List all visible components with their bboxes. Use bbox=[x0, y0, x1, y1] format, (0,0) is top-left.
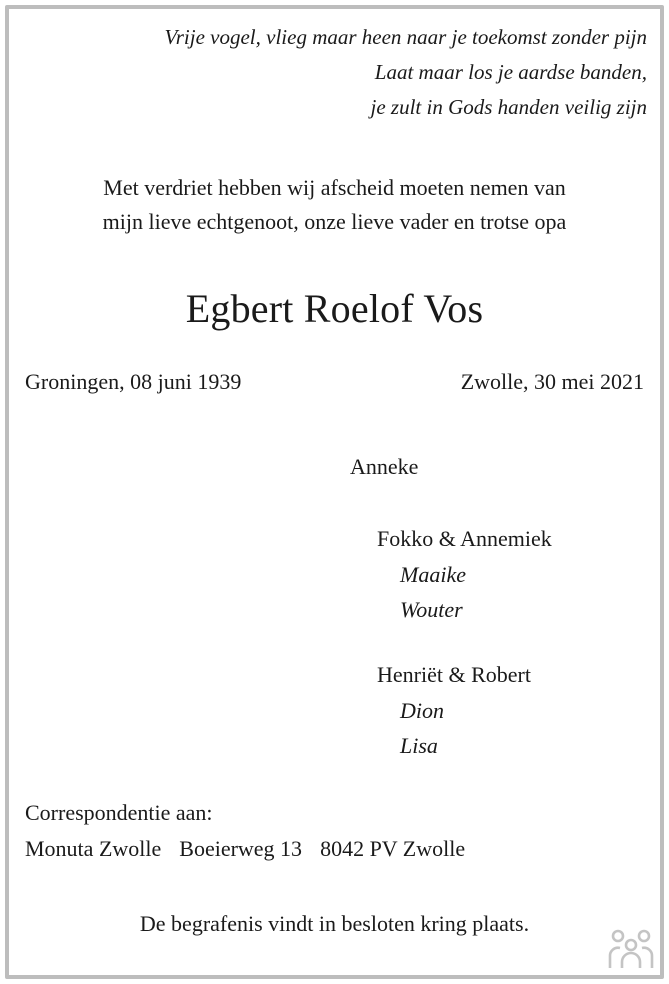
grandchild-name: Wouter bbox=[400, 597, 463, 622]
people-group-icon bbox=[606, 926, 656, 970]
correspondence-postal-city: 8042 PV Zwolle bbox=[320, 836, 466, 861]
grandchild-name: Maaike bbox=[400, 562, 466, 587]
intro-line: mijn lieve echtgenoot, onze lieve vader en trotse opa bbox=[102, 209, 567, 234]
correspondence-street: Boeierweg 13 bbox=[179, 836, 303, 861]
child-names: Henriët & Robert bbox=[377, 662, 531, 687]
correspondence-label: Correspondentie aan: bbox=[25, 800, 213, 825]
spouse-name: Anneke bbox=[350, 454, 419, 479]
poem-line: je zult in Gods handen veilig zijn bbox=[370, 95, 647, 119]
grandchild-name: Lisa bbox=[400, 733, 438, 758]
deceased-name: Egbert Roelof Vos bbox=[185, 286, 484, 331]
poem-line: Vrije vogel, vlieg maar heen naar je toekomst zonder pijn bbox=[164, 25, 647, 49]
death-place-date: Zwolle, 30 mei 2021 bbox=[460, 369, 644, 394]
correspondence-organization: Monuta Zwolle bbox=[25, 836, 162, 861]
grandchild-name: Dion bbox=[400, 698, 444, 723]
correspondence-address bbox=[25, 833, 465, 865]
child-names: Fokko & Annemiek bbox=[377, 526, 552, 551]
birth-place-date: Groningen, 08 juni 1939 bbox=[25, 369, 242, 394]
poem bbox=[47, 20, 647, 125]
intro-text bbox=[0, 171, 669, 239]
funeral-note: De begrafenis vindt in besloten kring plaats. bbox=[139, 911, 530, 936]
intro-line: Met verdriet hebben wij afscheid moeten nemen van bbox=[103, 175, 566, 200]
poem-line: Laat maar los je aardse banden, bbox=[374, 60, 647, 84]
